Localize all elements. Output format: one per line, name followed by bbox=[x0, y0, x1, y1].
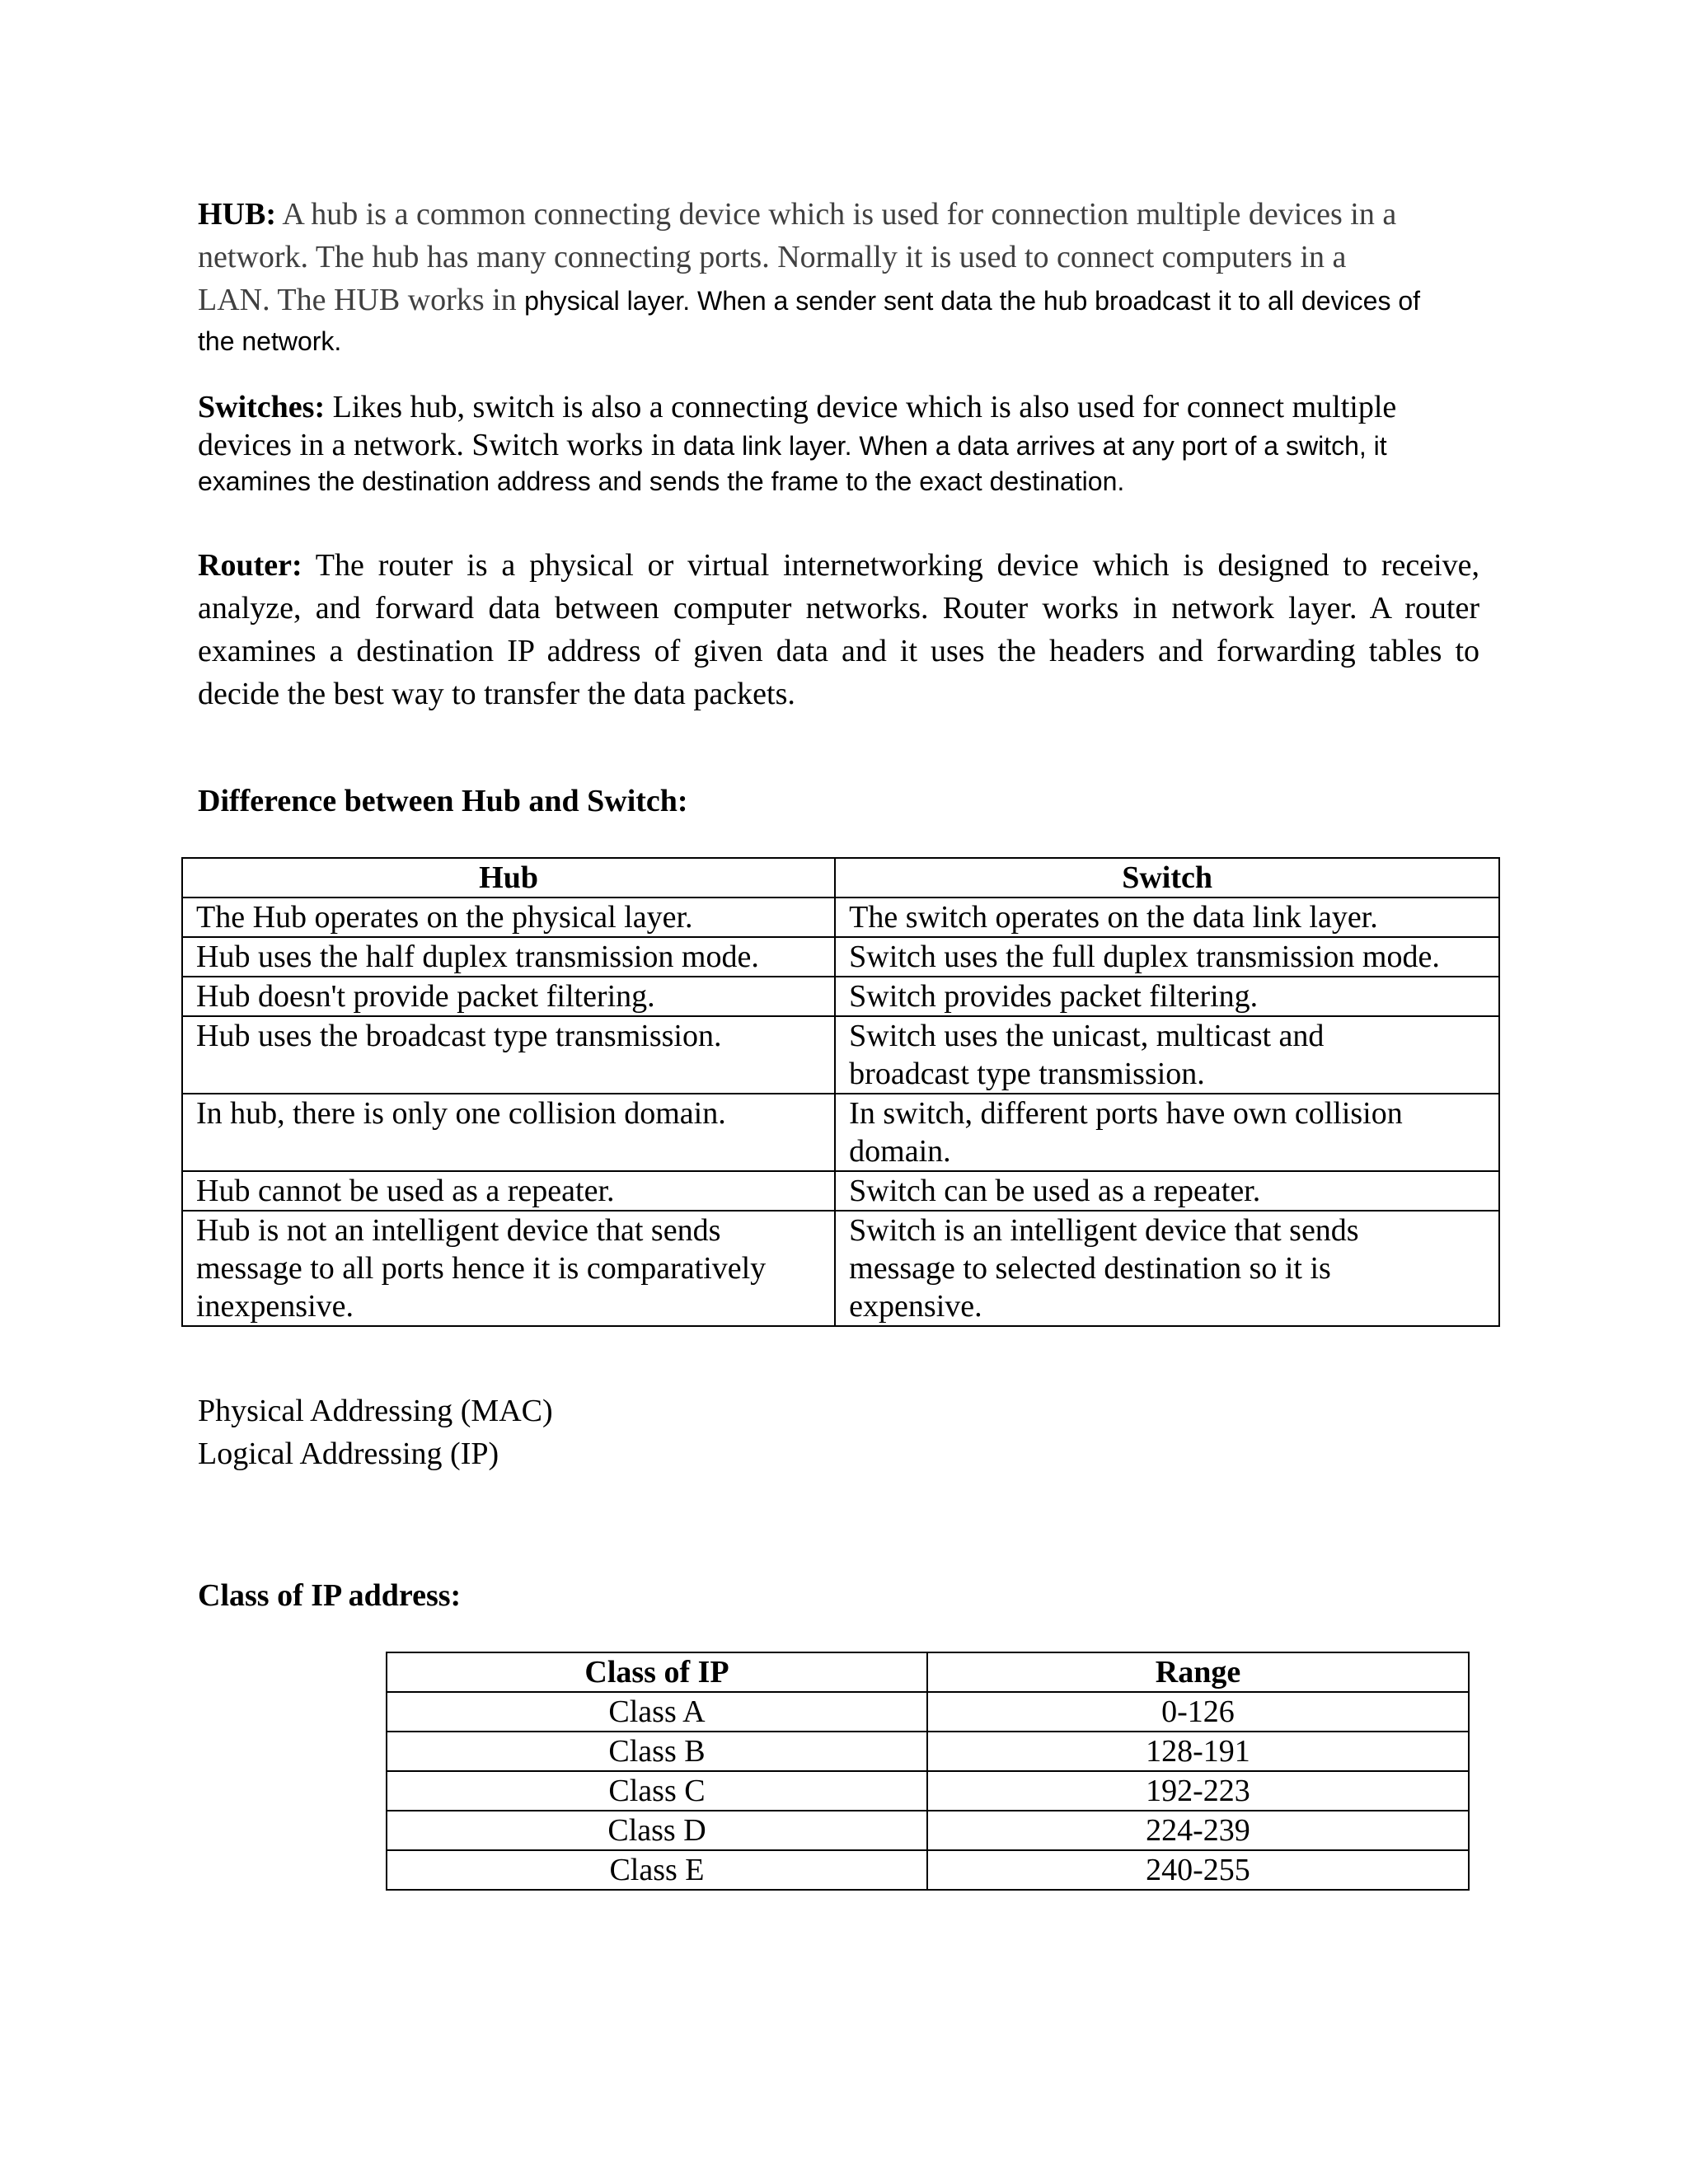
router-line-4: decide the best way to transfer the data packets. bbox=[198, 677, 795, 711]
table-cell: The Hub operates on the physical layer. bbox=[182, 898, 835, 937]
router-line-3: examines a destination IP address of given data and it uses the headers and forwarding tables to bbox=[198, 634, 1479, 668]
table-header-row bbox=[182, 858, 1499, 898]
table-row bbox=[387, 1732, 1469, 1771]
table-row bbox=[182, 1171, 1499, 1211]
table-row bbox=[387, 1850, 1469, 1890]
table-cell: Class E bbox=[387, 1850, 927, 1890]
switch-label: Switches: bbox=[198, 390, 326, 424]
table-cell: 224-239 bbox=[927, 1811, 1469, 1850]
table-row bbox=[387, 1811, 1469, 1850]
hub-label: HUB: bbox=[198, 197, 276, 232]
switch-text-2a: devices in a network. Switch works in bbox=[198, 428, 676, 462]
hub-text-3a: LAN. The HUB works in bbox=[198, 283, 517, 317]
router-label: Router: bbox=[198, 548, 302, 583]
switch-line-3: examines the destination address and sends the frame to the exact destination. bbox=[198, 466, 1125, 496]
router-text-1: The router is a physical or virtual internetworking device which is designed to receive, bbox=[315, 548, 1479, 583]
range-column-header: Range bbox=[927, 1652, 1469, 1692]
table-cell: Class D bbox=[387, 1811, 927, 1850]
hub-text-1: A hub is a common connecting device which is used for connection multiple devices in a bbox=[282, 197, 1397, 232]
ip-class-table bbox=[386, 1652, 1470, 1891]
table-cell: In switch, different ports have own collision domain. bbox=[835, 1094, 1499, 1171]
hub-line-3 bbox=[198, 282, 1420, 318]
table-row bbox=[182, 937, 1499, 977]
table-cell: Class A bbox=[387, 1692, 927, 1732]
table-cell: 128-191 bbox=[927, 1732, 1469, 1771]
table-cell: 192-223 bbox=[927, 1771, 1469, 1811]
table-row bbox=[182, 898, 1499, 937]
table-cell: Switch uses the full duplex transmission mode. bbox=[835, 937, 1499, 977]
table-cell: The switch operates on the data link layer. bbox=[835, 898, 1499, 937]
router-line-1 bbox=[198, 547, 1479, 583]
table-cell: Switch can be used as a repeater. bbox=[835, 1171, 1499, 1211]
table-cell: Class C bbox=[387, 1771, 927, 1811]
table-cell: Hub doesn't provide packet filtering. bbox=[182, 977, 835, 1016]
table-cell: 0-126 bbox=[927, 1692, 1469, 1732]
switch-line-1 bbox=[198, 389, 1396, 425]
ip-class-heading: Class of IP address: bbox=[198, 1578, 462, 1613]
table-row bbox=[182, 977, 1499, 1016]
hub-line-4: the network. bbox=[198, 326, 342, 356]
table-header-row bbox=[387, 1652, 1469, 1692]
switch-line-2 bbox=[198, 427, 1387, 463]
table-cell: Switch is an intelligent device that sends message to selected destination so it is expensive. bbox=[835, 1211, 1499, 1326]
router-line-2: analyze, and forward data between computer networks. Router works in network layer. A router bbox=[198, 591, 1479, 626]
table-cell: 240-255 bbox=[927, 1850, 1469, 1890]
hub-switch-table bbox=[181, 857, 1500, 1327]
hub-text-3b: physical layer. When a sender sent data the hub broadcast it to all devices of bbox=[524, 286, 1421, 316]
table-row bbox=[387, 1692, 1469, 1732]
switch-column-header: Switch bbox=[835, 858, 1499, 898]
table-row bbox=[182, 1094, 1499, 1171]
table-cell: Hub uses the broadcast type transmission. bbox=[182, 1016, 835, 1094]
hub-line-2: network. The hub has many connecting ports. Normally it is used to connect computers in a bbox=[198, 240, 1347, 274]
hub-column-header: Hub bbox=[182, 858, 835, 898]
switch-text-2b: data link layer. When a data arrives at any port of a switch, it bbox=[682, 431, 1387, 461]
table-cell: Switch provides packet filtering. bbox=[835, 977, 1499, 1016]
class-column-header: Class of IP bbox=[387, 1652, 927, 1692]
logical-addressing: Logical Addressing (IP) bbox=[198, 1436, 499, 1471]
table-cell: Class B bbox=[387, 1732, 927, 1771]
table-cell: Hub uses the half duplex transmission mode. bbox=[182, 937, 835, 977]
hub-line-1 bbox=[198, 196, 1396, 232]
difference-heading: Difference between Hub and Switch: bbox=[198, 784, 688, 818]
table-row bbox=[387, 1771, 1469, 1811]
physical-addressing: Physical Addressing (MAC) bbox=[198, 1394, 553, 1428]
table-cell: Hub is not an intelligent device that sends message to all ports hence it is comparatively inexpensive. bbox=[182, 1211, 835, 1326]
switch-text-1: Likes hub, switch is also a connecting device which is also used for connect multiple bbox=[332, 390, 1397, 424]
table-cell: Hub cannot be used as a repeater. bbox=[182, 1171, 835, 1211]
table-row bbox=[182, 1016, 1499, 1094]
table-cell: In hub, there is only one collision domain. bbox=[182, 1094, 835, 1171]
table-row bbox=[182, 1211, 1499, 1326]
table-cell: Switch uses the unicast, multicast and broadcast type transmission. bbox=[835, 1016, 1499, 1094]
